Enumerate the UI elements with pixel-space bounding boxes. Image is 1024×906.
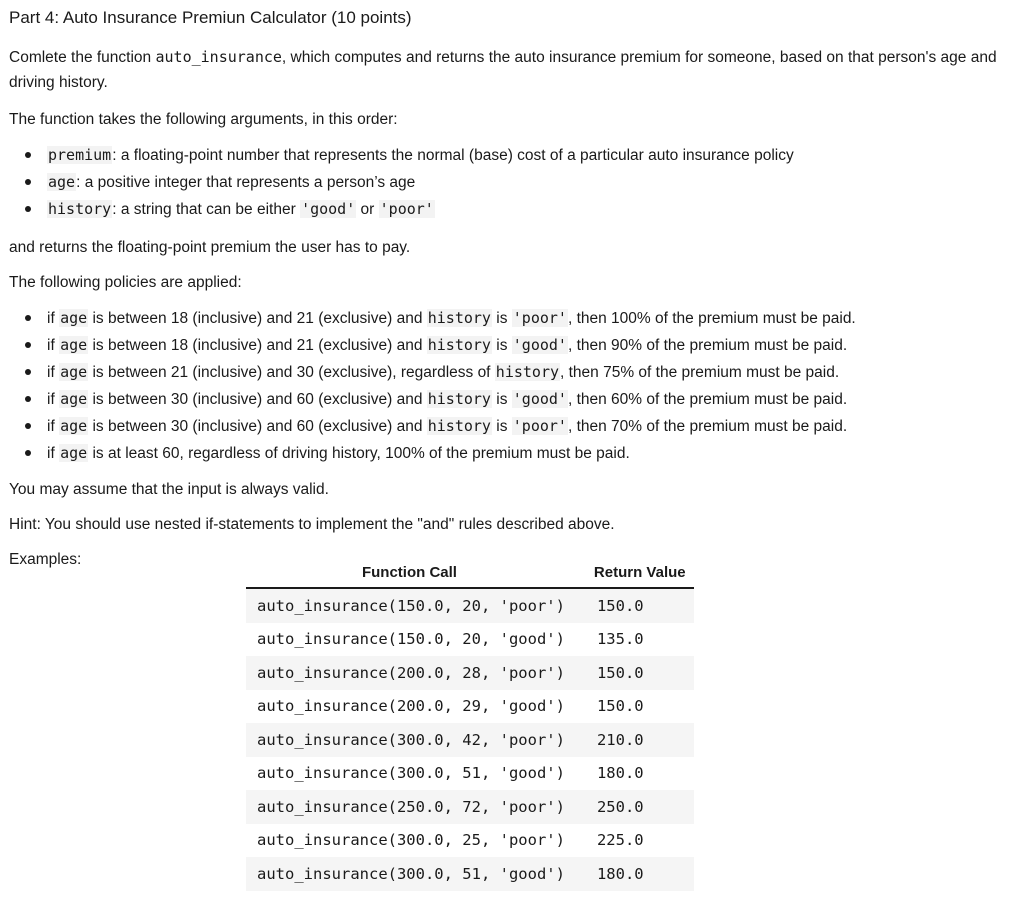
table-row xyxy=(246,857,694,891)
intro-text-after: , which computes and returns the auto insurance premium for someone, based on that person's age and driving history. xyxy=(9,49,997,91)
arg-item xyxy=(47,142,1009,169)
returns-text: and returns the floating-point premium the user has to pay. xyxy=(9,239,411,256)
policy-item: if age is between 30 (inclusive) and 60 (exclusive) and history is 'poor', then 70% of the premium must be paid. xyxy=(47,413,1009,440)
table-row xyxy=(246,824,694,858)
arg-desc: : a positive integer that represents a person’s age xyxy=(76,174,416,191)
arg-name: premium xyxy=(48,146,112,164)
cell-function-call: auto_insurance(200.0, 29, 'good') xyxy=(257,697,565,716)
arg-desc: or xyxy=(356,201,379,218)
document-page xyxy=(9,8,1009,582)
table-row xyxy=(246,723,694,757)
args-list xyxy=(9,142,1009,223)
cell-return-value: 150.0 xyxy=(573,656,694,690)
cell-return-value: 150.0 xyxy=(573,588,694,623)
cell-return-value: 250.0 xyxy=(573,790,694,824)
arg-name: age xyxy=(48,173,76,191)
cell-function-call: auto_insurance(300.0, 51, 'good') xyxy=(257,764,565,783)
cell-return-value: 150.0 xyxy=(596,697,644,716)
cell-function-call: auto_insurance(250.0, 72, 'poor') xyxy=(246,790,573,824)
cell-function-call: auto_insurance(150.0, 20, 'good') xyxy=(257,630,565,649)
arg-desc: : a string that can be either xyxy=(112,201,301,218)
cell-return-value: 180.0 xyxy=(573,857,694,891)
args-intro: The function takes the following arguments, in this order: xyxy=(9,111,398,128)
table-row xyxy=(246,656,694,690)
arg-item xyxy=(47,169,1009,196)
function-name: auto_insurance xyxy=(155,48,282,66)
hint-text: Hint: You should use nested if-statements to implement the "and" rules described above. xyxy=(9,516,615,533)
arg-option: 'good' xyxy=(301,200,356,218)
policy-item: if age is at least 60, regardless of driving history, 100% of the premium must be paid. xyxy=(47,440,1009,467)
arg-item xyxy=(47,196,1009,223)
cell-function-call: auto_insurance(300.0, 42, 'poor') xyxy=(246,723,573,757)
table-row xyxy=(246,790,694,824)
page-title: Part 4: Auto Insurance Premiun Calculator (10 points) xyxy=(9,8,412,27)
examples-table xyxy=(246,560,694,891)
cell-function-call: auto_insurance(300.0, 51, 'good') xyxy=(246,857,573,891)
policies-intro: The following policies are applied: xyxy=(9,274,242,291)
examples-label: Examples: xyxy=(9,551,82,568)
cell-function-call: auto_insurance(300.0, 25, 'poor') xyxy=(257,831,565,850)
policy-item: if age is between 30 (inclusive) and 60 (exclusive) and history is 'good', then 60% of the premium must be paid. xyxy=(47,386,1009,413)
cell-return-value: 225.0 xyxy=(596,831,644,850)
cell-function-call: auto_insurance(200.0, 28, 'poor') xyxy=(246,656,573,690)
cell-return-value: 135.0 xyxy=(596,630,644,649)
policy-item: if age is between 21 (inclusive) and 30 (exclusive), regardless of history, then 75% of the premium must be paid. xyxy=(47,359,1009,386)
header-return-value: Return Value xyxy=(573,560,694,588)
assume-text: You may assume that the input is always valid. xyxy=(9,481,329,498)
table-row xyxy=(246,757,694,791)
table-header-row xyxy=(246,560,694,588)
table-row xyxy=(246,690,694,724)
table-row xyxy=(246,588,694,623)
policy-item: if age is between 18 (inclusive) and 21 (exclusive) and history is 'good', then 90% of the premium must be paid. xyxy=(47,332,1009,359)
cell-return-value: 210.0 xyxy=(573,723,694,757)
intro-text-before: Comlete the function xyxy=(9,49,156,66)
policy-item: if age is between 18 (inclusive) and 21 (exclusive) and history is 'poor', then 100% of the premium must be paid. xyxy=(47,305,1009,332)
arg-name: history xyxy=(48,200,112,218)
header-function-call: Function Call xyxy=(246,560,573,588)
cell-return-value: 180.0 xyxy=(596,764,644,783)
arg-desc: : a floating-point number that represents the normal (base) cost of a particular auto insurance policy xyxy=(112,147,794,164)
policies-list xyxy=(9,305,1009,467)
table-row xyxy=(246,623,694,657)
intro-paragraph xyxy=(9,45,1009,95)
arg-option: 'poor' xyxy=(379,200,434,218)
cell-function-call: auto_insurance(150.0, 20, 'poor') xyxy=(246,588,573,623)
